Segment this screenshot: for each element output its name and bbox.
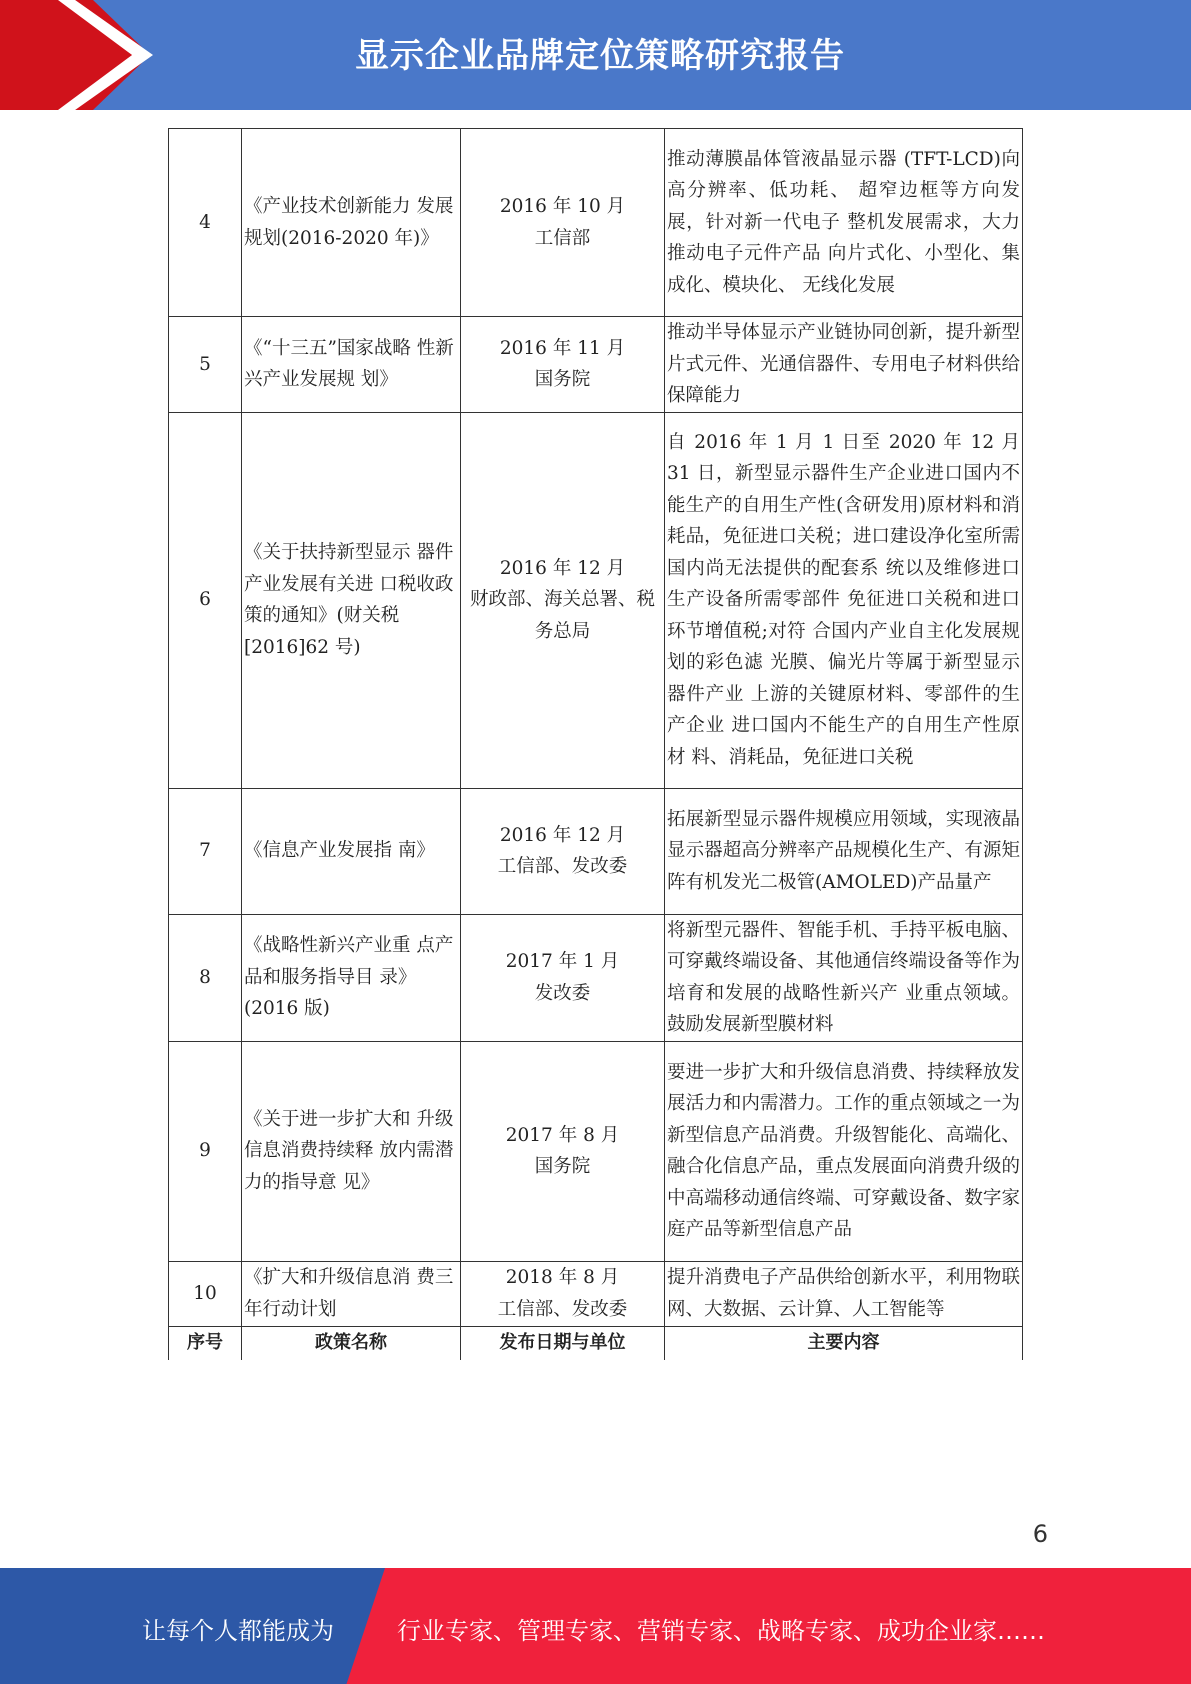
policy-name: 《战略性新兴产业重 点产品和服务指导目 录》(2016 版) [242,914,461,1041]
release-info [461,1261,665,1326]
release-info [461,1041,665,1261]
release-info [461,129,665,317]
policy-content: 要进一步扩大和升级信息消费、持续释放发展活力和内需潜力。工作的重点领域之一为新型信息产品消费。升级智能化、高端化、融合化信息产品，重点发展面向消费升级的中高端移动通信终端、可穿戴设备、数字家庭产品等新型信息产品 [665,1041,1023,1261]
header-serial: 序号 [169,1326,242,1360]
row-number: 7 [169,788,242,914]
table-row [169,788,1023,914]
policy-table [168,128,1023,1360]
policy-name: 《关于进一步扩大和 升级信息消费持续释 放内需潜力的指导意 见》 [242,1041,461,1261]
page-number: 6 [1032,1520,1048,1548]
table-header-row [169,1326,1023,1360]
policy-content: 推动薄膜晶体管液晶显示器 (TFT-LCD)向高分辨率、低功耗、 超窄边框等方向发展，针对新一代电子 整机发展需求，大力推动电子元件产品 向片式化、小型化、集成化、模块化、 无线化发展 [665,129,1023,317]
header-release-info: 发布日期与单位 [461,1326,665,1360]
page-footer [0,1568,1191,1684]
table-row [169,129,1023,317]
release-unit: 国务院 [534,1156,591,1177]
policy-content: 提升消费电子产品供给创新水平，利用物联网、大数据、云计算、人工智能等 [665,1261,1023,1326]
footer-slogan-right: 行业专家、管理专家、营销专家、战略专家、成功企业家…… [397,1617,1045,1645]
release-date: 2016 年 12 月 [499,557,626,579]
row-number: 5 [169,317,242,413]
policy-name: 《扩大和升级信息消 费三年行动计划 [242,1261,461,1326]
release-date: 2018 年 8 月 [505,1267,620,1288]
policy-content: 拓展新型显示器件规模应用领域，实现液晶显示器超高分辨率产品规模化生产、有源矩阵有机发光二极管(AMOLED)产品量产 [665,788,1023,914]
release-info [461,412,665,788]
policy-content: 推动半导体显示产业链协同创新，提升新型片式元件、光通信器件、专用电子材料供给保障能力 [665,317,1023,413]
policy-content: 将新型元器件、智能手机、手持平板电脑、可穿戴终端设备、其他通信终端设备等作为培育和发展的战略性新兴产 业重点领域。鼓励发展新型膜材料 [665,914,1023,1041]
release-date: 2016 年 11 月 [499,337,626,359]
policy-name: 《产业技术创新能力 发展规划(2016-2020 年)》 [242,129,461,317]
header-red-arrow [0,0,150,110]
release-unit: 工信部、发改委 [497,856,628,877]
policy-name: 《“十三五”国家战略 性新兴产业发展规 划》 [242,317,461,413]
release-unit: 财政部、海关总署、税务总局 [469,589,655,642]
release-unit: 发改委 [534,982,591,1004]
table-row [169,412,1023,788]
release-unit: 工信部 [534,227,591,249]
release-info [461,788,665,914]
table-row [169,914,1023,1041]
report-title: 显示企业品牌定位策略研究报告 [355,36,845,76]
table-row [169,1261,1023,1326]
release-info [461,914,665,1041]
release-unit: 国务院 [534,369,591,391]
table-row [169,1041,1023,1261]
row-number: 8 [169,914,242,1041]
release-info [461,317,665,413]
row-number: 6 [169,412,242,788]
table-row [169,317,1023,413]
release-unit: 工信部、发改委 [497,1298,628,1320]
release-date: 2016 年 10 月 [499,196,626,217]
header-main-content: 主要内容 [665,1326,1023,1360]
release-date: 2016 年 12 月 [499,824,626,846]
row-number: 4 [169,129,242,317]
policy-name: 《关于扶持新型显示 器件产业发展有关进 口税收政策的通知》(财关税[2016]62 号) [242,412,461,788]
policy-name: 《信息产业发展指 南》 [242,788,461,914]
page-header [0,0,1191,110]
release-date: 2017 年 8 月 [505,1124,620,1146]
policy-content: 自 2016 年 1 月 1 日至 2020 年 12 月 31 日，新型显示器件生产企业进口国内不能生产的自用生产性(含研发用)原材料和消耗品，免征进口关税；进口建设净化室所需国内尚无法提供的配套系 统以及维修进口生产设备所需零部件 免征进口关税和进口环节增值税;对符 合国内产业自主化发展规划的彩色滤 光膜、偏光片等属于新型显示器件产业 上游的关键原材料、零部件的生产企业 进口国内不能生产的自用生产性原材 料、消耗品，免征进口关税 [665,412,1023,788]
row-number: 9 [169,1041,242,1261]
row-number: 10 [169,1261,242,1326]
header-policy-name: 政策名称 [242,1326,461,1360]
footer-slogan-left: 让每个人都能成为 [142,1617,334,1645]
release-date: 2017 年 1 月 [505,951,620,972]
